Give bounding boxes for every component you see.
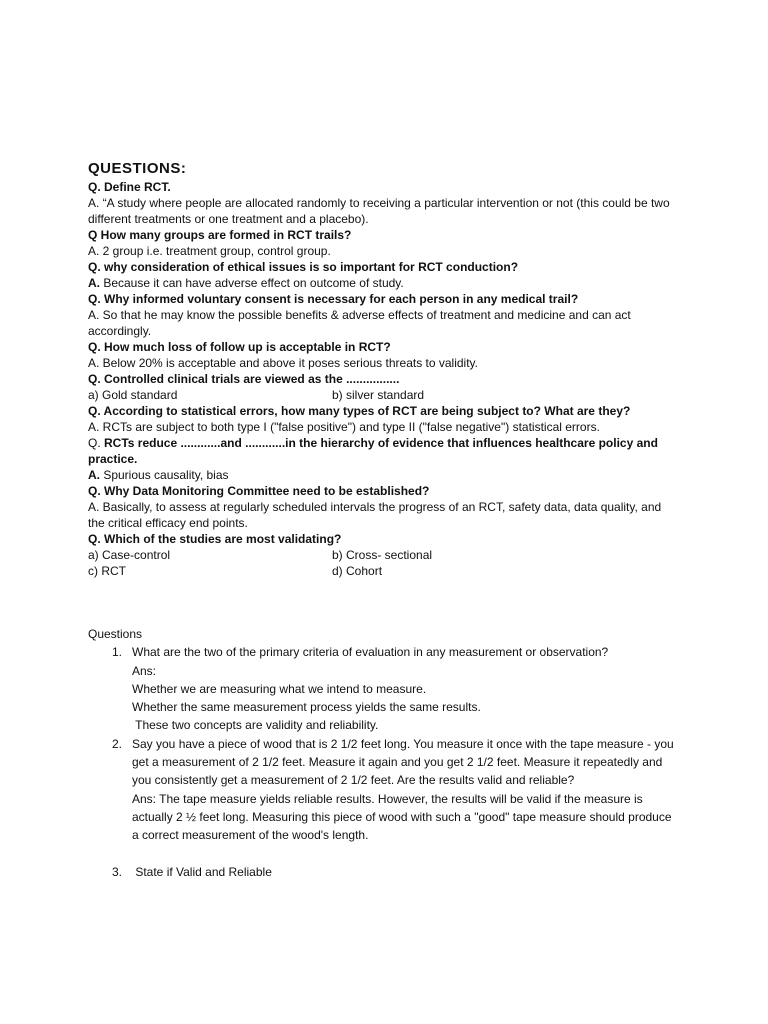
question-9: Q. Why Data Monitoring Committee need to be established? bbox=[88, 484, 430, 498]
list-item bbox=[88, 735, 678, 845]
question-3: Q. why consideration of ethical issues is so important for RCT conduction? bbox=[88, 260, 519, 274]
item-number: 2. bbox=[111, 736, 122, 751]
question-2: Q How many groups are formed in RCT trails? bbox=[88, 228, 352, 242]
option-d: d) Cohort bbox=[332, 564, 383, 578]
item-line: Ans: The tape measure yields reliable results. However, the results will be valid if the measure is actually 2 ½ feet long. Measuring this piece of wood with such a "good" tape measure should produce a correct measurement of the wood's length. bbox=[132, 791, 672, 843]
answer-prefix: A. bbox=[88, 276, 100, 290]
list-item bbox=[88, 863, 678, 881]
document-content bbox=[88, 160, 678, 881]
item-line: State if Valid and Reliable bbox=[132, 864, 272, 879]
answer-10-options-row2 bbox=[88, 563, 678, 579]
option-b: b) Cross- sectional bbox=[332, 548, 433, 562]
item-line: These two concepts are validity and reliability. bbox=[132, 718, 379, 733]
section-heading-questions: QUESTIONS: bbox=[88, 160, 187, 177]
section-questions-2 bbox=[88, 625, 678, 881]
question-8 bbox=[88, 435, 678, 467]
item-body bbox=[132, 735, 678, 845]
question-5: Q. How much loss of follow up is acceptable in RCT? bbox=[88, 340, 391, 354]
option-a: a) Case-control bbox=[88, 548, 171, 562]
answer-10-options-row1 bbox=[88, 547, 678, 563]
item-number: 3. bbox=[111, 864, 122, 879]
question-text: RCTs reduce ............and ............in the hierarchy of evidence that influences healthcare policy and practice. bbox=[88, 436, 658, 466]
answer-7: A. RCTs are subject to both type I ("false positive") and type II ("false negative") statistical errors. bbox=[88, 420, 600, 434]
question-4: Q. Why informed voluntary consent is necessary for each person in any medical trail? bbox=[88, 292, 579, 306]
item-line: Whether we are measuring what we intend to measure. bbox=[132, 681, 427, 696]
answer-text: Spurious causality, bias bbox=[100, 468, 229, 482]
option-a: a) Gold standard bbox=[88, 388, 178, 402]
question-prefix: Q. bbox=[88, 436, 101, 450]
option-b: b) silver standard bbox=[332, 388, 425, 402]
item-line: What are the two of the primary criteria of evaluation in any measurement or observation? bbox=[132, 645, 609, 660]
answer-8 bbox=[88, 467, 678, 483]
question-7: Q. According to statistical errors, how many types of RCT are being subject to? What are they? bbox=[88, 404, 631, 418]
answer-prefix: A. bbox=[88, 468, 100, 482]
list-item bbox=[88, 643, 678, 734]
answer-3 bbox=[88, 275, 678, 291]
answer-6-options bbox=[88, 387, 678, 403]
option-c: c) RCT bbox=[88, 564, 126, 578]
item-body bbox=[132, 863, 678, 881]
answer-1: A. “A study where people are allocated randomly to receiving a particular intervention or not (this could be two different treatments or one treatment and a placebo). bbox=[88, 196, 670, 226]
numbered-question-list bbox=[88, 643, 678, 881]
answer-9: A. Basically, to assess at regularly scheduled intervals the progress of an RCT, safety data, data quality, and the critical efficacy end points. bbox=[88, 500, 662, 530]
answer-5: A. Below 20% is acceptable and above it poses serious threats to validity. bbox=[88, 356, 478, 370]
item-body bbox=[132, 643, 678, 734]
question-6: Q. Controlled clinical trials are viewed as the ................ bbox=[88, 372, 400, 386]
list-spacer bbox=[88, 845, 678, 863]
answer-2: A. 2 group i.e. treatment group, control group. bbox=[88, 244, 331, 258]
question-10: Q. Which of the studies are most validating? bbox=[88, 532, 342, 546]
section-heading-questions-2: Questions bbox=[88, 627, 143, 641]
item-number: 1. bbox=[111, 645, 122, 660]
item-line: Say you have a piece of wood that is 2 1/2 feet long. You measure it once with the tape measure - you get a measurement of 2 1/2 feet. Measure it again and you get 2 1/2 feet. Measure it repeatedly and you consistently get a measurement of 2 1/2 feet. Are the results valid and reliable? bbox=[132, 736, 674, 788]
answer-4: A. So that he may know the possible benefits & adverse effects of treatment and medicine and can act accordingly. bbox=[88, 308, 631, 338]
question-1: Q. Define RCT. bbox=[88, 180, 171, 194]
item-line: Whether the same measurement process yields the same results. bbox=[132, 700, 481, 715]
item-line: Ans: bbox=[132, 663, 157, 678]
answer-text: Because it can have adverse effect on outcome of study. bbox=[100, 276, 404, 290]
